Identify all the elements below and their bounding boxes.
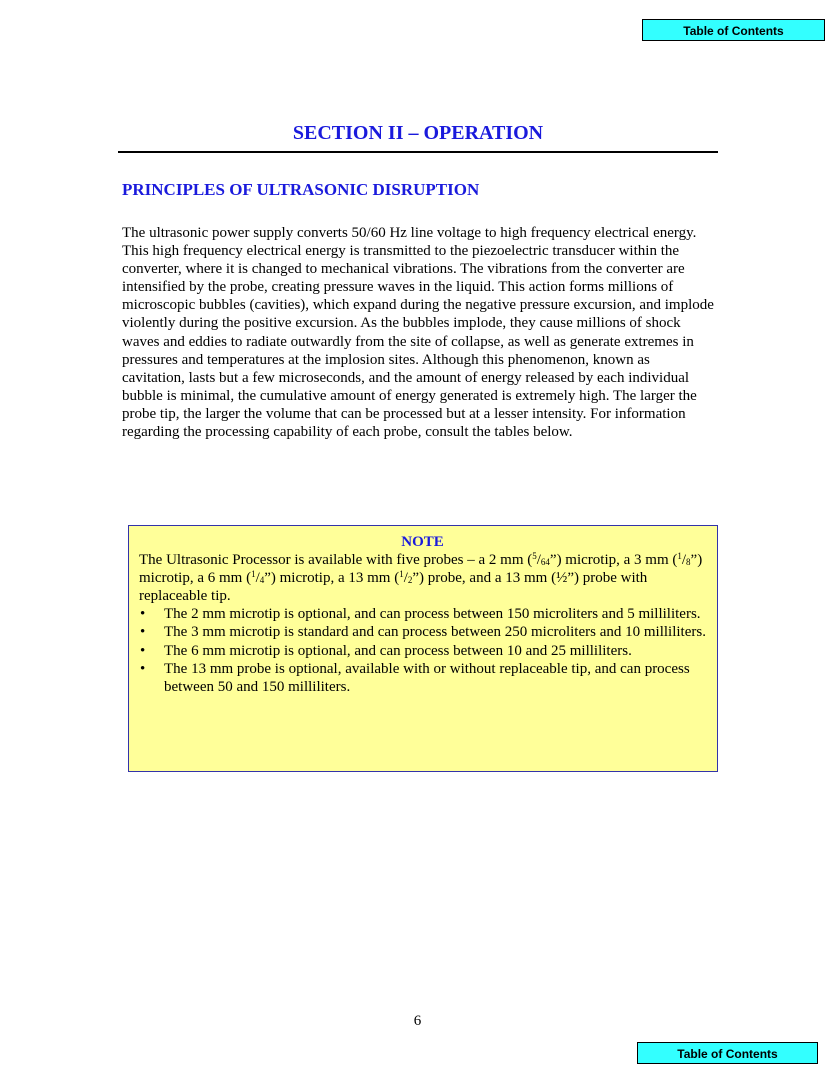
list-item-text: The 2 mm microtip is optional, and can process between 150 microliters and 5 milliliters. bbox=[164, 606, 701, 623]
fraction-denominator: 8 bbox=[686, 557, 691, 568]
fraction-slash: / bbox=[681, 552, 687, 569]
section-title-underline bbox=[118, 151, 718, 153]
bullet-icon: • bbox=[140, 642, 146, 659]
note-box bbox=[128, 525, 718, 772]
fraction-numerator: 1 bbox=[677, 551, 682, 562]
note-title: NOTE bbox=[401, 534, 444, 550]
table-of-contents-link-top[interactable]: Table of Contents bbox=[642, 19, 825, 41]
list-item bbox=[139, 623, 706, 641]
page-number: 6 bbox=[413, 1013, 422, 1029]
bullet-icon: • bbox=[140, 624, 146, 641]
note-intro-text: ”) microtip, a 6 mm ( bbox=[139, 552, 703, 587]
list-item-text: The 13 mm probe is optional, available with or without replaceable tip, and can process between 50 and 150 milliliters. bbox=[164, 660, 690, 695]
probe-list bbox=[139, 605, 706, 695]
list-item bbox=[139, 605, 706, 623]
fraction-slash: / bbox=[403, 570, 408, 587]
principles-heading: PRINCIPLES OF ULTRASONIC DISRUPTION bbox=[122, 180, 480, 199]
fraction-numerator: 5 bbox=[532, 551, 537, 562]
list-item-text: The 3 mm microtip is standard and can process between 250 microliters and 10 milliliters. bbox=[164, 624, 706, 641]
principles-paragraph: The ultrasonic power supply converts 50/60 Hz line voltage to high frequency electrical energy. This high frequency electrical energy is transmitted to the piezoelectric transducer within the converter, where it is changed to mechanical vibrations. The vibrations from the converter are intensified by the probe, creating pressure waves in the liquid. This action forms millions of microscopic bubbles (cavities), which expand during the negative pressure excursion, and implode violently during the positive excursion. As the bubbles implode, they cause millions of shock waves and eddies to radiate outwardly from the site of collapse, as well as generate extremes in pressures and temperatures at the implosion sites. Although this phenomenon, known as cavitation, lasts but a few microseconds, and the amount of energy released by each individual bubble is minimal, the cumulative amount of energy generated is extremely high. The larger the probe tip, the larger the volume that can be processed but at a lesser intensity. For information regarding the processing capability of each probe, consult the tables below. bbox=[122, 225, 714, 441]
note-intro-text: ”) probe, and a 13 mm (½”) probe with replaceable tip. bbox=[139, 570, 648, 605]
fraction-denominator: 64 bbox=[540, 557, 550, 568]
fraction-slash: / bbox=[255, 570, 260, 587]
note-intro-text: ”) microtip, a 3 mm ( bbox=[549, 552, 678, 569]
section-title: SECTION II – OPERATION bbox=[292, 122, 544, 144]
fraction-numerator: 1 bbox=[399, 569, 404, 580]
table-of-contents-link-bottom[interactable]: Table of Contents bbox=[637, 1042, 818, 1064]
bullet-icon: • bbox=[140, 660, 146, 677]
fraction-numerator: 1 bbox=[251, 569, 256, 580]
note-intro-text: The Ultrasonic Processor is available with five probes – a 2 mm ( bbox=[139, 552, 533, 569]
list-item-text: The 6 mm microtip is optional, and can process between 10 and 25 milliliters. bbox=[164, 642, 632, 659]
bullet-icon: • bbox=[140, 606, 146, 623]
list-item bbox=[139, 642, 706, 660]
fraction-slash: / bbox=[536, 552, 541, 569]
fraction-denominator: 2 bbox=[407, 575, 413, 586]
list-item bbox=[139, 660, 706, 696]
note-intro bbox=[139, 551, 706, 605]
note-intro-text: ”) microtip, a 13 mm ( bbox=[264, 570, 400, 587]
fraction-denominator: 4 bbox=[259, 575, 265, 586]
